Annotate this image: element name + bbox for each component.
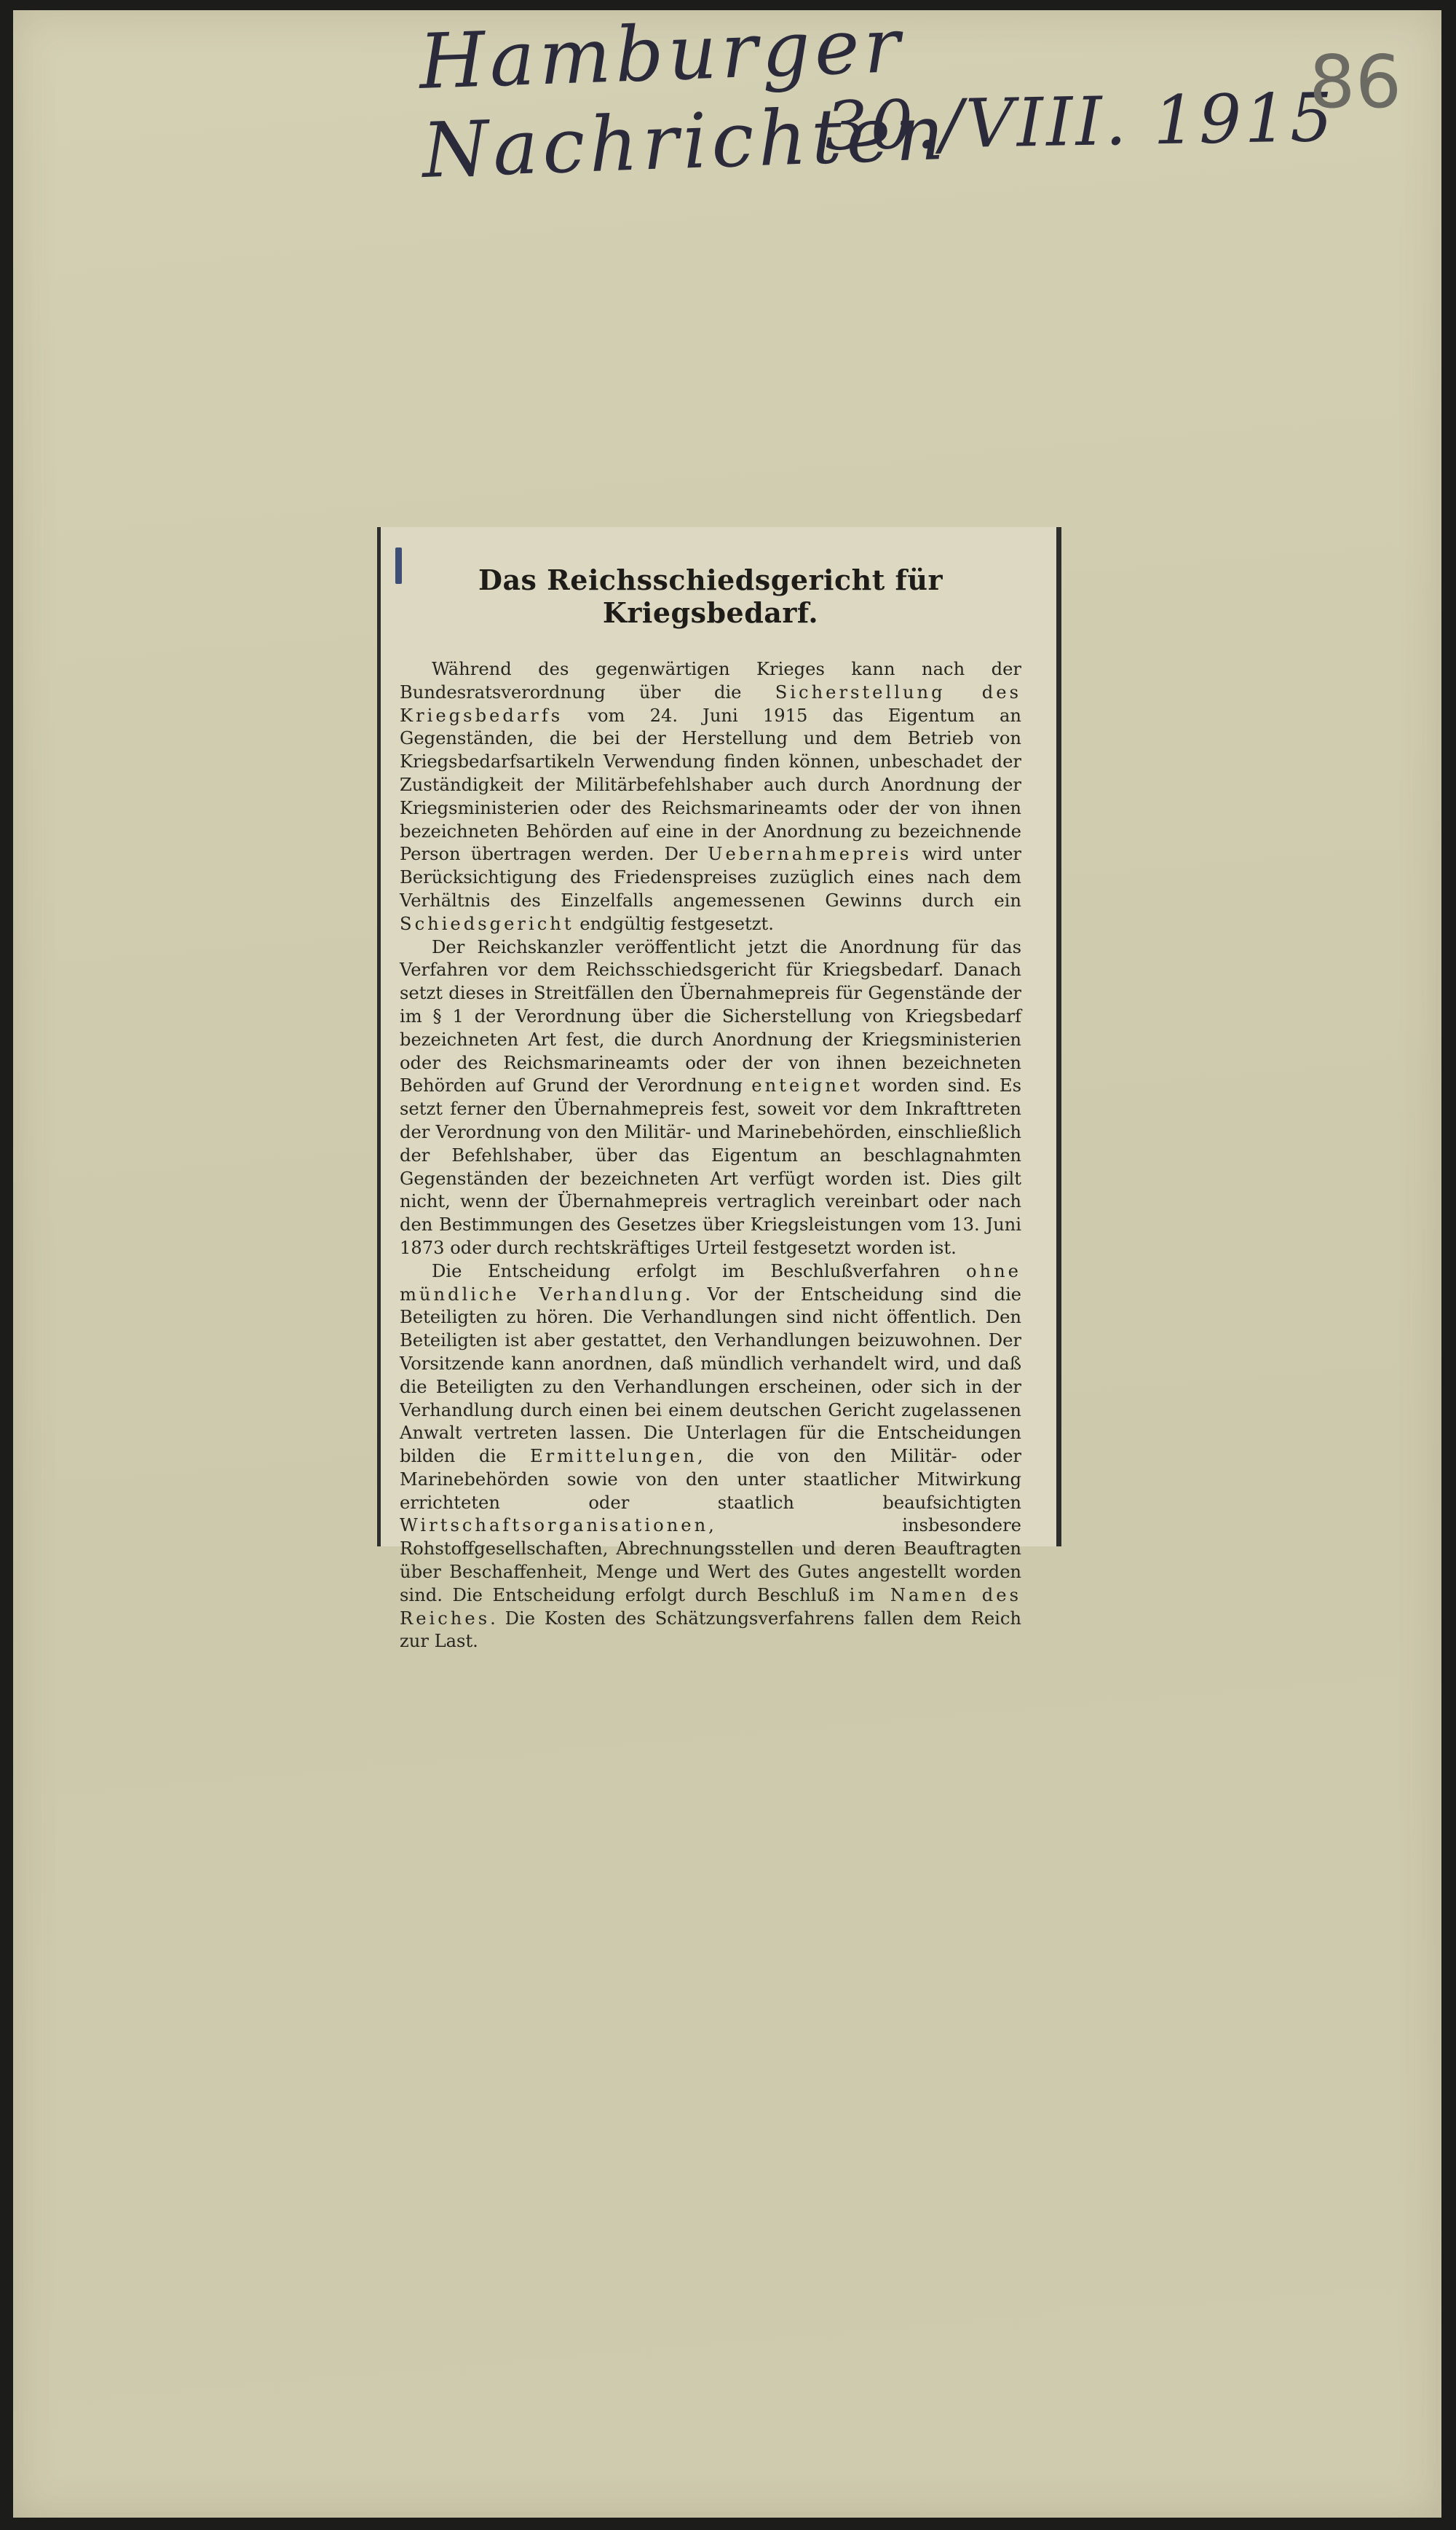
p3-spaced-d: im Namen des Reiches	[400, 1584, 1022, 1629]
p3-spaced-b: Ermittelungen	[530, 1446, 697, 1467]
p1-spaced-c: Schiedsgericht	[400, 913, 574, 934]
p1-text-d: endgültig festgesetzt.	[574, 913, 774, 934]
archive-page-number: 86	[1309, 39, 1402, 124]
p3-text-b: . Vor der Entscheidung sind die Beteiligten zu hören. Die Verhandlungen sind nicht öffentlich. Den Beteiligten ist aber gestattet, den Verhandlungen beizuwohnen. Der Vorsitzende kann anordnen, daß mündlich verhandelt wird, und daß die Beteiligten zu den Verhandlungen erscheinen, oder sich in der Verhandlung durch einen bei einem deutschen Gericht zugelassenen Anwalt vertreten lassen. Die Unterlagen für die Entscheidungen bilden die	[400, 1284, 1021, 1467]
p2-text-a: Der Reichskanzler veröffentlicht jetzt die Anordnung für das Verfahren vor dem Reichsschiedsgericht für Kriegsbedarf. Danach setzt dieses in Streitfällen den Übernahmepreis für Gegenstände der im § 1 der Verordnung über die Sicherstellung von Kriegsbedarf bezeichneten Art fest, die durch Anordnung der Kriegsministerien oder des Reichsmarineamts oder der von ihnen bezeichneten Behörden auf Grund der Verordnung	[400, 936, 1021, 1096]
p2-spaced-a: enteignet	[751, 1075, 863, 1096]
blue-pencil-mark	[395, 547, 402, 584]
article-paragraph-3	[400, 1260, 1021, 1654]
handwritten-date: 30./VIII. 1915	[824, 78, 1337, 166]
p3-text-c: , die von den Militär- oder Marinebehörden sowie von den unter staatlicher Mitwirkung errichteten oder staatlich beaufsichtigten	[400, 1446, 1021, 1513]
article-paragraph-1	[400, 658, 1021, 936]
newspaper-clipping	[377, 527, 1061, 1652]
p3-text-d: , insbesondere Rohstoffgesellschaften, Abrechnungsstellen und deren Beauftragten über Beschaffenheit, Menge und Wert des Gutes angestellt worden sind. Die Entscheidung erfolgt durch Beschluß	[400, 1515, 1021, 1605]
p1-spaced-a: Sicherstellung des Kriegsbedarfs	[400, 681, 1021, 726]
p1-spaced-b: Uebernahmepreis	[708, 844, 912, 865]
p1-text-b: vom 24. Juni 1915 das Eigentum an Gegenständen, die bei der Herstellung und dem Betrieb von Kriegsbedarfsartikeln Verwendung finden können, unbeschadet der Zuständigkeit der Militärbefehlshaber auch durch Anordnung der Kriegsministerien oder des Reichsmarineamts oder der von ihnen bezeichneten Behörden auf eine in der Anordnung zu bezeichnende Person übertragen werden. Der	[400, 705, 1021, 865]
p3-text-e: . Die Kosten des Schätzungsverfahrens fallen dem Reich zur Last.	[400, 1608, 1021, 1652]
p1-text-a: Während des gegenwärtigen Krieges kann nach der Bundesratsverordnung über die	[400, 659, 1021, 703]
archive-sheet	[13, 0, 1441, 2518]
p3-text-a: Die Entscheidung erfolgt im Beschlußverfahren	[432, 1260, 966, 1281]
article-title: Das Reichsschiedsgericht für Kriegsbedarf.	[478, 564, 943, 629]
handwritten-source: Hamburger Nachrichten	[417, 0, 950, 195]
p3-spaced-c: Wirtschaftsorganisationen	[400, 1515, 709, 1536]
article-paragraph-2	[400, 936, 1021, 1260]
article-body	[400, 658, 1021, 1653]
p3-spaced-a: ohne mündliche Verhandlung	[400, 1260, 1021, 1305]
p2-text-b: worden sind. Es setzt ferner den Übernahmepreis fest, soweit vor dem Inkrafttreten der Verordnung von den Militär- und Marinebehörden, einschließlich der Befehlshaber, über das Eigentum an beschlagnahmten Gegenständen der bezeichneten Art verfügt worden ist. Dies gilt nicht, wenn der Übernahmepreis vertraglich vereinbart oder nach den Bestimmungen des Gesetzes über Kriegsleistungen vom 13. Juni 1873 oder durch rechtskräftiges Urteil festgesetzt worden ist.	[400, 1075, 1021, 1258]
p1-text-c: wird unter Berücksichtigung des Friedenspreises zuzüglich eines nach dem Verhältnis des Einzelfalls angemessenen Gewinns durch ein	[400, 844, 1021, 911]
